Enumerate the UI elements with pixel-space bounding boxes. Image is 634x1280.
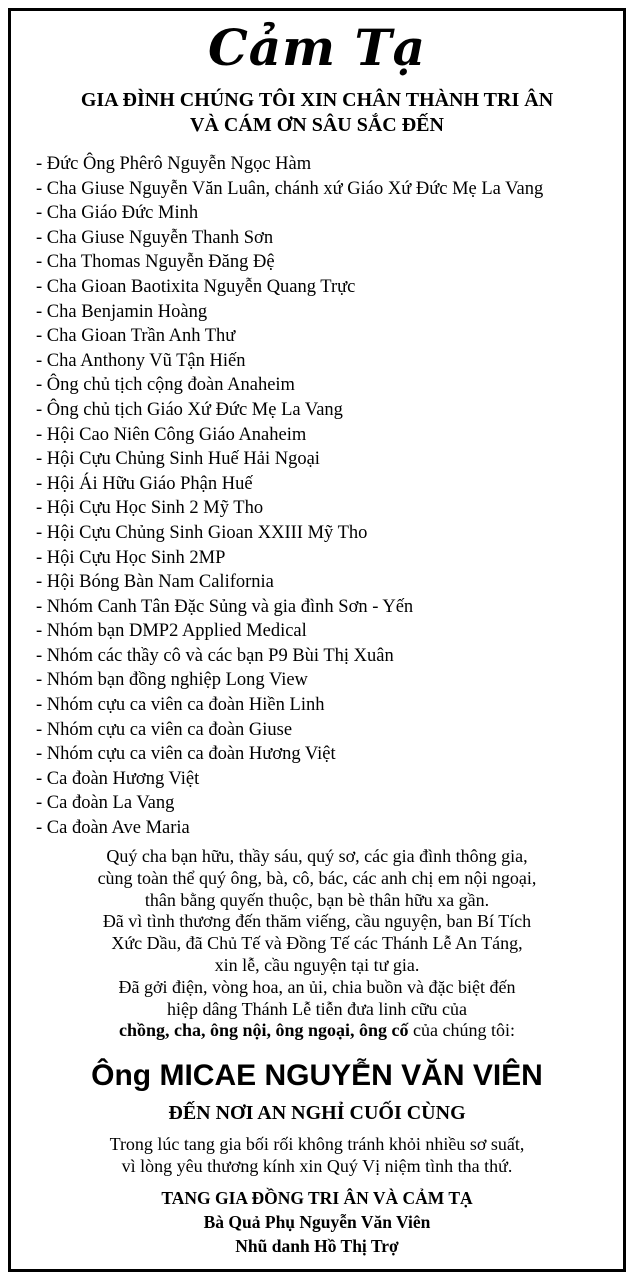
message-line: Xức Dầu, đã Chủ Tế và Đồng Tế các Thánh Lễ An Táng, [111, 933, 523, 954]
apology-line: Trong lúc tang gia bối rối không tránh khỏi nhiều sơ suất, [109, 1134, 525, 1154]
thanks-message [0, 846, 634, 1042]
message-line: hiệp dâng Thánh Lễ tiễn đưa linh cữu của [166, 998, 468, 1019]
list-item: - Hội Ái Hữu Giáo Phận Huế [36, 473, 253, 494]
list-item: - Cha Gioan Trần Anh Thư [36, 326, 236, 347]
message-line: Quý cha bạn hữu, thầy sáu, quý sơ, các gia đình thông gia, [106, 846, 528, 866]
message-line: cùng toàn thể quý ông, bà, cô, bác, các anh chị em nội ngoại, [97, 867, 537, 888]
apology-message [0, 1134, 634, 1178]
list-item: - Cha Giáo Đức Minh [36, 203, 199, 224]
notice-title: Cảm Tạ [207, 18, 427, 77]
list-item: - Hội Cựu Học Sinh 2 Mỹ Tho [36, 498, 264, 519]
list-item: - Nhóm các thầy cô và các bạn P9 Bùi Thị Xuân [36, 645, 394, 666]
list-item: - Cha Benjamin Hoàng [36, 301, 208, 322]
list-item: - Cha Anthony Vũ Tận Hiến [36, 350, 246, 371]
message-relations-line [0, 1020, 634, 1042]
list-item: - Cha Giuse Nguyễn Thanh Sơn [36, 227, 274, 248]
list-item: - Ca đoàn La Vang [36, 793, 175, 814]
list-item: - Ca đoàn Hương Việt [36, 768, 200, 789]
heading-line-1: GIA ĐÌNH CHÚNG TÔI XIN CHÂN THÀNH TRI ÂN [80, 89, 554, 111]
message-line: xin lễ, cầu nguyện tại tư gia. [214, 954, 420, 975]
list-item: - Nhóm cựu ca viên ca đoàn Hiền Linh [36, 695, 325, 716]
list-item: - Nhóm cựu ca viên ca đoàn Hương Việt [36, 744, 336, 765]
list-item: - Cha Thomas Nguyễn Đăng Đệ [36, 252, 275, 273]
relations-bold: chồng, cha, ông nội, ông ngoại, ông cố [118, 1020, 409, 1041]
list-item: - Ông chủ tịch cộng đoàn Anaheim [36, 375, 295, 396]
list-item: - Hội Cựu Chủng Sinh Huế Hải Ngoại [36, 449, 320, 470]
list-item: - Hội Cựu Chủng Sinh Gioan XXIII Mỹ Tho [36, 522, 368, 543]
heading-line-2: VÀ CÁM ƠN SÂU SẮC ĐẾN [190, 114, 444, 136]
list-item: - Đức Ông Phêrô Nguyễn Ngọc Hàm [36, 154, 312, 174]
list-item: - Nhóm cựu ca viên ca đoàn Giuse [36, 719, 293, 740]
closing-line: TANG GIA ĐỒNG TRI ÂN VÀ CẢM TẠ [161, 1188, 473, 1208]
message-line: Đã vì tình thương đến thăm viếng, cầu nguyện, ban Bí Tích [102, 911, 532, 932]
list-item: - Hội Cao Niên Công Giáo Anaheim [36, 424, 307, 445]
apology-line: vì lòng yêu thương kính xin Quý Vị niệm tình tha thứ. [121, 1155, 513, 1176]
message-line: Đã gởi điện, vòng hoa, an ủi, chia buồn và đặc biệt đến [118, 976, 516, 997]
list-item: - Nhóm bạn DMP2 Applied Medical [36, 621, 307, 642]
acknowledgement-list [36, 152, 543, 841]
destination-line: ĐẾN NƠI AN NGHỈ CUỐI CÙNG [168, 1102, 466, 1124]
list-item: - Ca đoàn Ave Maria [36, 818, 190, 839]
closing-line: Nhũ danh Hồ Thị Trợ [235, 1236, 399, 1256]
deceased-name: Ông MICAE NGUYỄN VĂN VIÊN [91, 1059, 543, 1092]
list-item: - Nhóm Canh Tân Đặc Sủng và gia đình Sơn - Yến [36, 596, 414, 617]
relations-tail: của chúng tôi: [408, 1020, 516, 1041]
message-line: thân bằng quyến thuộc, bạn bè thân hữu xa gần. [144, 889, 490, 910]
closing-line: Bà Quả Phụ Nguyễn Văn Viên [203, 1212, 431, 1232]
list-item: - Ông chủ tịch Giáo Xứ Đức Mẹ La Vang [36, 399, 343, 420]
closing-signature [0, 1186, 634, 1258]
list-item: - Hội Bóng Bàn Nam California [36, 572, 274, 593]
list-item: - Nhóm bạn đồng nghiệp Long View [36, 670, 308, 691]
list-item: - Cha Gioan Baotixita Nguyễn Quang Trực [36, 276, 356, 297]
list-item: - Cha Giuse Nguyễn Văn Luân, chánh xứ Giáo Xứ Đức Mẹ La Vang [36, 178, 544, 199]
list-item: - Hội Cựu Học Sinh 2MP [36, 547, 226, 568]
